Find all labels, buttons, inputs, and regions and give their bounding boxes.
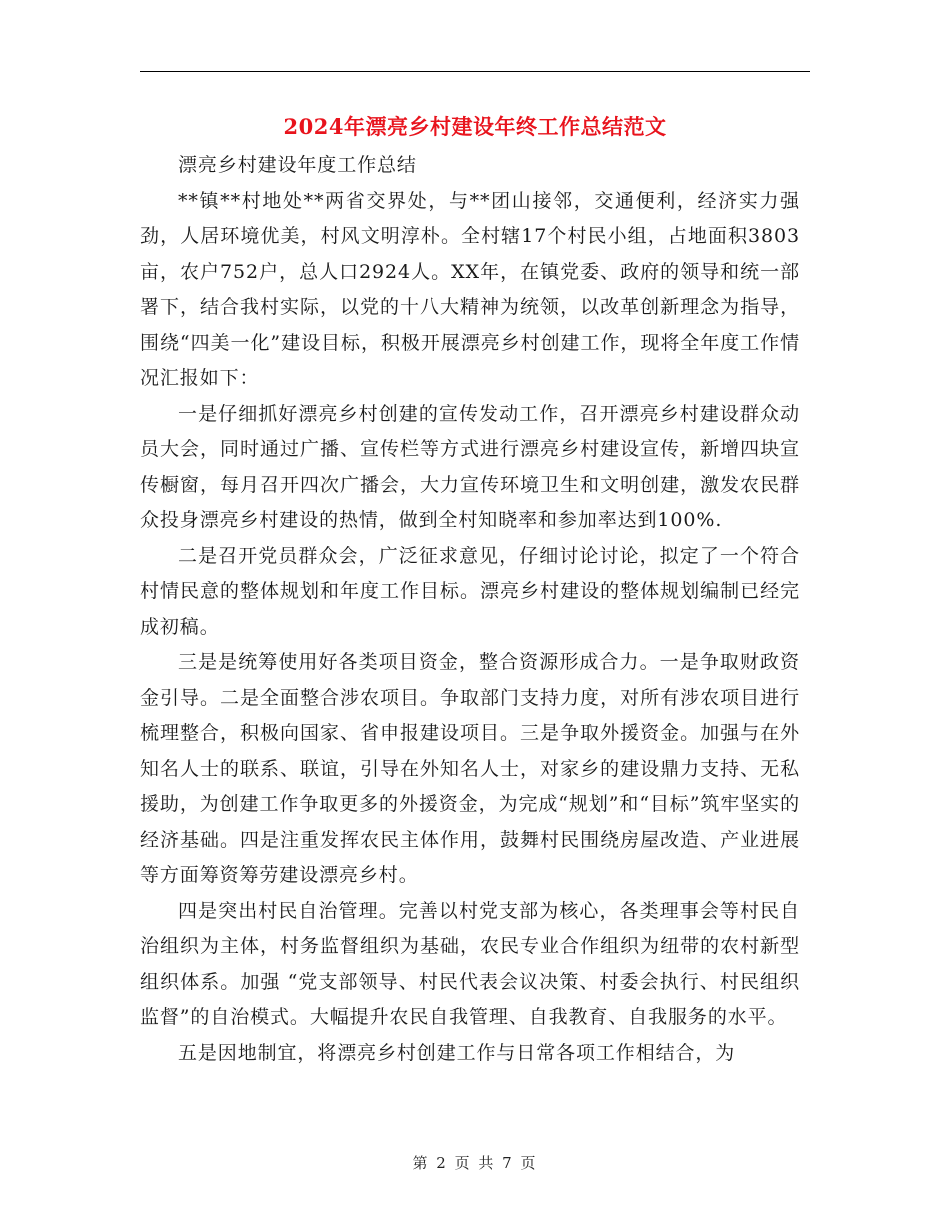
document-title: 2024年漂亮乡村建设年终工作总结范文 <box>283 114 667 139</box>
document-body <box>140 148 800 1071</box>
paragraph-point-5: 五是因地制宜，将漂亮乡村创建工作与日常各项工作相结合，为 <box>178 1041 736 1064</box>
paragraph-subtitle: 漂亮乡村建设年度工作总结 <box>178 154 417 176</box>
paragraph-point-4: 四是突出村民自治管理。完善以村党支部为核心，各类理事会等村民自治组织为主体，村务监督组织为基础，农民专业合作组织为纽带的农村新型组织体系。加强 “党支部领导、村民代表会议决策、村委会执行、村民组织监督”的自治模式。大幅提升农民自我管理、自我教育、自我服务的水平。 <box>140 899 800 1028</box>
paragraph-point-2: 二是召开党员群众会，广泛征求意见，仔细讨论讨论，拟定了一个符合村情民意的整体规划和年度工作目标。漂亮乡村建设的整体规划编制已经完成初稿。 <box>140 544 800 638</box>
page-number-footer: 第 2 页 共 7 页 <box>412 1154 538 1172</box>
header-rule <box>140 71 810 72</box>
paragraph-point-3: 三是是统筹使用好各类项目资金，整合资源形成合力。一是争取财政资金引导。二是全面整合涉农项目。争取部门支持力度，对所有涉农项目进行梳理整合，积极向国家、省申报建设项目。三是争取外援资金。加强与在外知名人士的联系、联谊，引导在外知名人士，对家乡的建设鼎力支持、无私援助，为创建工作争取更多的外援资金，为完成“规划”和“目标”筑牢坚实的经济基础。四是注重发挥农民主体作用，鼓舞村民围绕房屋改造、产业进展等方面筹资筹劳建设漂亮乡村。 <box>140 651 800 886</box>
paragraph-intro: **镇**村地处**两省交界处，与**团山接邻，交通便利，经济实力强劲，人居环境优美，村风文明淳朴。全村辖17个村民小组，占地面积3803亩，农户752户，总人口2924人。XX年，在镇党委、政府的领导和统一部署下，结合我村实际，以党的十八大精神为统领，以改革创新理念为指导，围绕“四美一化”建设目标，积极开展漂亮乡村创建工作，现将全年度工作情况汇报如下： <box>140 189 800 389</box>
paragraph-point-1: 一是仔细抓好漂亮乡村创建的宣传发动工作，召开漂亮乡村建设群众动员大会，同时通过广播、宣传栏等方式进行漂亮乡村建设宣传，新增四块宣传橱窗，每月召开四次广播会，大力宣传环境卫生和文明创建，激发农民群众投身漂亮乡村建设的热情，做到全村知晓率和参加率达到100%. <box>140 402 800 531</box>
